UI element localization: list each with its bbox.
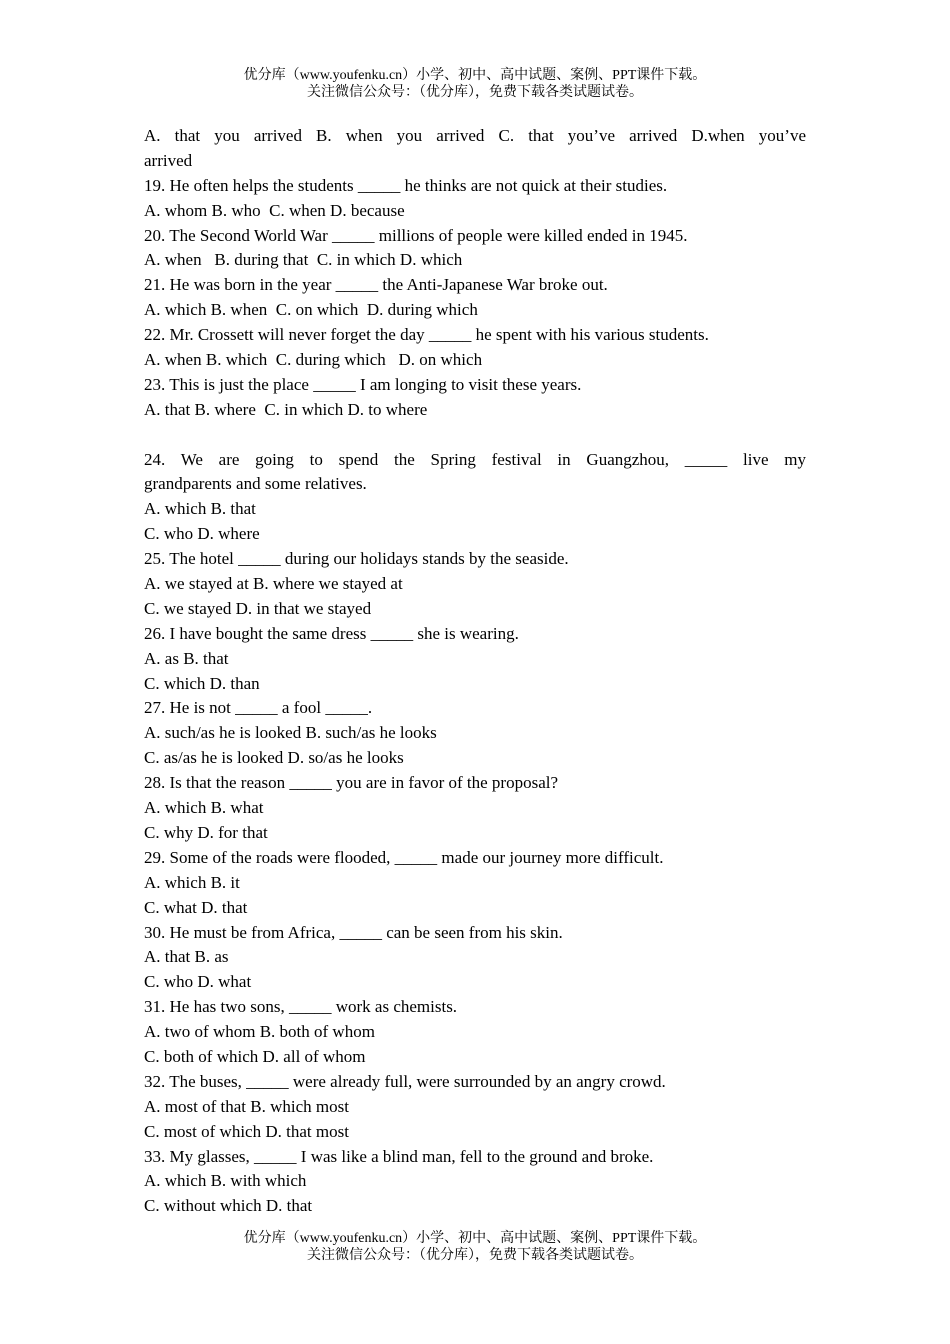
options-25-cd: C. we stayed D. in that we stayed [144, 598, 372, 618]
options-20: A. when B. during that C. in which D. which [144, 250, 463, 270]
options-30-cd: C. who D. what [144, 972, 252, 992]
footer-line-2: 关注微信公众号：（优分库），免费下载各类试题试卷。 [307, 1248, 643, 1263]
question-28: 28. Is that the reason _____ you are in favor of the proposal? [144, 773, 559, 793]
question-30: 30. He must be from Africa, _____ can be seen from his skin. [144, 922, 563, 942]
options-26-cd: C. which D. than [144, 673, 260, 693]
page-footer [0, 1230, 950, 1264]
options-28-cd: C. why D. for that [144, 822, 268, 842]
options-27-cd: C. as/as he is looked D. so/as he looks [144, 748, 404, 768]
question-31: 31. He has two sons, _____ work as chemists. [144, 997, 458, 1017]
options-27-ab: A. such/as he is looked B. such/as he looks [144, 723, 437, 743]
question-19: 19. He often helps the students _____ he thinks are not quick at their studies. [144, 175, 668, 195]
question-23: 23. This is just the place _____ I am longing to visit these years. [144, 374, 582, 394]
options-28-ab: A. which B. what [144, 798, 264, 818]
question-list [144, 124, 806, 1219]
question-21: 21. He was born in the year _____ the Anti-Japanese War broke out. [144, 275, 608, 295]
options-31-cd: C. both of which D. all of whom [144, 1046, 366, 1066]
options-25-ab: A. we stayed at B. where we stayed at [144, 574, 403, 594]
question-24: 24. We are going to spend the Spring festival in Guangzhou, _____ live my [144, 449, 806, 469]
question-22: 22. Mr. Crossett will never forget the day _____ he spent with his various students. [144, 325, 709, 345]
question-25: 25. The hotel _____ during our holidays stands by the seaside. [144, 549, 569, 569]
question-29: 29. Some of the roads were flooded, _____ made our journey more difficult. [144, 847, 664, 867]
options-22: A. when B. which C. during which D. on which [144, 350, 483, 370]
question-32: 32. The buses, _____ were already full, were surrounded by an angry crowd. [144, 1071, 666, 1091]
options-33-cd: C. without which D. that [144, 1196, 313, 1216]
options-23: A. that B. where C. in which D. to where [144, 399, 428, 419]
question-20: 20. The Second World War _____ millions of people were killed ended in 1945. [144, 225, 688, 245]
question-24-cont: grandparents and some relatives. [144, 474, 367, 494]
options-33-ab: A. which B. with which [144, 1171, 307, 1191]
question-26: 26. I have bought the same dress _____ she is wearing. [144, 623, 519, 643]
footer-line-1: 优分库（www.youfenku.cn）小学、初中、高中试题、案例、PPT课件下载。 [243, 1231, 707, 1246]
blank-line [144, 423, 806, 448]
options-24-cd: C. who D. where [144, 524, 260, 544]
text-line: A. that you arrived B. when you arrived C. that you’ve arrived D.when you’ve [144, 126, 806, 145]
options-24-ab: A. which B. that [144, 499, 256, 519]
options-26-ab: A. as B. that [144, 648, 229, 668]
options-31-ab: A. two of whom B. both of whom [144, 1022, 375, 1042]
page-header [0, 67, 950, 101]
options-32-cd: C. most of which D. that most [144, 1121, 349, 1141]
options-29-cd: C. what D. that [144, 897, 248, 917]
options-29-ab: A. which B. it [144, 872, 240, 892]
options-32-ab: A. most of that B. which most [144, 1096, 349, 1116]
options-21: A. which B. when C. on which D. during which [144, 300, 478, 320]
text-line: arrived [144, 150, 193, 170]
options-30-ab: A. that B. as [144, 947, 229, 967]
options-19: A. whom B. who C. when D. because [144, 200, 405, 220]
question-33: 33. My glasses, _____ I was like a blind man, fell to the ground and broke. [144, 1146, 654, 1166]
header-line-1: 优分库（www.youfenku.cn）小学、初中、高中试题、案例、PPT课件下载。 [243, 68, 707, 83]
header-line-2: 关注微信公众号：（优分库），免费下载各类试题试卷。 [307, 85, 643, 100]
question-27: 27. He is not _____ a fool _____. [144, 698, 373, 718]
